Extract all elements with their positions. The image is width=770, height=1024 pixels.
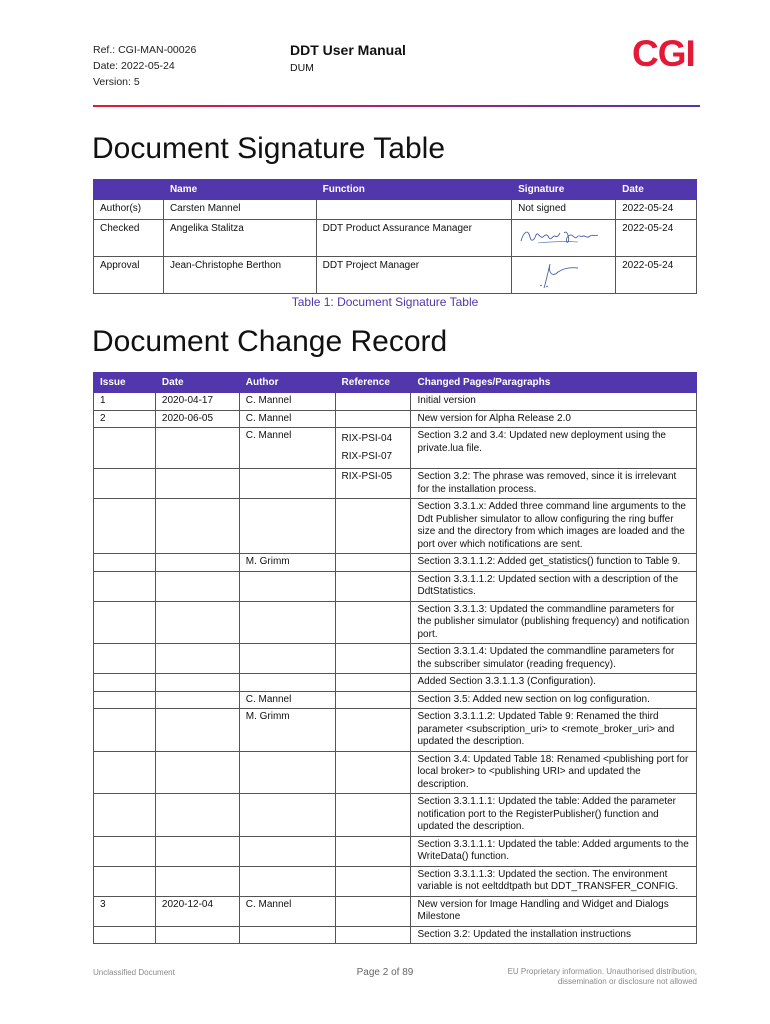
table-row	[94, 751, 697, 794]
date-cell	[155, 428, 239, 469]
reference-cell	[335, 674, 411, 692]
author-cell: C. Mannel	[239, 410, 335, 428]
reference-cell	[335, 691, 411, 709]
date-cell	[155, 709, 239, 752]
table-row	[94, 428, 697, 469]
author-cell: C. Mannel	[239, 428, 335, 469]
name-cell: Angelika Stalitza	[163, 220, 316, 257]
reference-cell	[335, 393, 411, 411]
table-row	[94, 200, 697, 220]
reference-value: RIX-PSI-07	[341, 451, 393, 462]
column-header: Name	[163, 180, 316, 200]
table-row	[94, 410, 697, 428]
date-cell	[155, 644, 239, 674]
date-cell	[155, 794, 239, 837]
column-header: Reference	[335, 373, 411, 393]
author-cell	[239, 866, 335, 896]
issue-cell	[94, 709, 156, 752]
change-cell: Section 3.2: Updated the installation instructions	[411, 926, 697, 944]
table-row	[94, 691, 697, 709]
signature-table	[93, 179, 697, 294]
author-cell	[239, 836, 335, 866]
date-cell: 2020-04-17	[155, 393, 239, 411]
function-cell: DDT Product Assurance Manager	[316, 220, 512, 257]
role-cell: Checked	[94, 220, 164, 257]
issue-cell	[94, 499, 156, 554]
document-title-box	[290, 42, 406, 76]
table-row	[94, 896, 697, 926]
footer-notice-line: dissemination or disclosure not allowed	[557, 977, 697, 986]
table-row	[94, 220, 697, 257]
function-cell: DDT Project Manager	[316, 257, 512, 294]
signature-cell	[512, 220, 616, 257]
name-cell: Jean-Christophe Berthon	[163, 257, 316, 294]
date-cell: 2020-06-05	[155, 410, 239, 428]
change-cell: Section 3.2 and 3.4: Updated new deployment using the private.lua file.	[411, 428, 697, 469]
date-cell	[155, 571, 239, 601]
table-row	[94, 644, 697, 674]
change-table-header	[94, 373, 697, 393]
footer-proprietary-notice	[457, 967, 697, 987]
document-title: DDT User Manual	[290, 42, 406, 58]
reference-cell	[335, 644, 411, 674]
column-header: Date	[616, 180, 697, 200]
footer-notice-line: EU Proprietary information. Unauthorised distribution,	[507, 967, 697, 976]
change-record-table	[93, 372, 697, 944]
column-header: Author	[239, 373, 335, 393]
issue-cell	[94, 751, 156, 794]
change-cell: Section 3.5: Added new section on log configuration.	[411, 691, 697, 709]
reference-cell	[335, 866, 411, 896]
date-cell	[155, 691, 239, 709]
signature-table-header	[94, 180, 697, 200]
table-row	[94, 926, 697, 944]
change-cell: Section 3.4: Updated Table 18: Renamed <publishing port for local broker> to <publishing URI> and updated the description.	[411, 751, 697, 794]
change-cell: New version for Image Handling and Widget and Dialogs Milestone	[411, 896, 697, 926]
table-row	[94, 674, 697, 692]
header-meta	[93, 42, 196, 90]
reference-cell	[335, 709, 411, 752]
table-row	[94, 836, 697, 866]
date-cell	[155, 866, 239, 896]
issue-cell: 1	[94, 393, 156, 411]
date-cell: 2020-12-04	[155, 896, 239, 926]
table-row	[94, 709, 697, 752]
issue-cell: 3	[94, 896, 156, 926]
table-row	[94, 571, 697, 601]
date-cell	[155, 751, 239, 794]
table-row	[94, 794, 697, 837]
issue-cell	[94, 866, 156, 896]
signature-table-caption: Table 1: Document Signature Table	[291, 295, 479, 309]
column-header: Function	[316, 180, 512, 200]
issue-cell	[94, 836, 156, 866]
table-row	[94, 601, 697, 644]
author-cell: C. Mannel	[239, 393, 335, 411]
author-cell: M. Grimm	[239, 554, 335, 572]
author-cell: C. Mannel	[239, 691, 335, 709]
column-header: Changed Pages/Paragraphs	[411, 373, 697, 393]
column-header: Date	[155, 373, 239, 393]
date-cell	[155, 926, 239, 944]
change-cell: Section 3.3.1.1.3: Updated the section. The environment variable is not eeltddtpath but DDT_TRANSFER_CONFIG.	[411, 866, 697, 896]
column-header	[94, 180, 164, 200]
reference-cell	[335, 499, 411, 554]
column-header: Issue	[94, 373, 156, 393]
table-row	[94, 393, 697, 411]
reference-cell	[335, 926, 411, 944]
reference-cell	[335, 410, 411, 428]
function-cell	[316, 200, 512, 220]
date-cell	[155, 601, 239, 644]
document-version: Version: 5	[93, 76, 140, 88]
date-cell: 2022-05-24	[616, 257, 697, 294]
issue-cell	[94, 601, 156, 644]
reference-cell	[335, 571, 411, 601]
header-divider	[93, 105, 700, 107]
change-cell: Section 3.3.1.3: Updated the commandline parameters for the publisher simulator (publishing frequency) and notification port.	[411, 601, 697, 644]
author-cell: M. Grimm	[239, 709, 335, 752]
table-row	[94, 554, 697, 572]
change-cell: Section 3.3.1.1.2: Updated section with a description of the DdtStatistics.	[411, 571, 697, 601]
table-row	[94, 866, 697, 896]
author-cell	[239, 644, 335, 674]
reference-cell	[335, 601, 411, 644]
author-cell	[239, 499, 335, 554]
change-cell: Section 3.3.1.1.2: Added get_statistics() function to Table 9.	[411, 554, 697, 572]
change-record-heading: Document Change Record	[92, 325, 448, 358]
change-cell: Section 3.3.1.1.1: Updated the table: Added the parameter notification port to the RegisterPublisher() function and updated the description.	[411, 794, 697, 837]
issue-cell	[94, 926, 156, 944]
column-header: Signature	[512, 180, 616, 200]
footer-page-number: Page 2 of 89	[356, 967, 414, 978]
issue-cell	[94, 794, 156, 837]
change-cell: Section 3.3.1.1.2: Updated Table 9: Renamed the third parameter <subscription_uri> to <remote_broker_uri> and updated the description.	[411, 709, 697, 752]
change-cell: New version for Alpha Release 2.0	[411, 410, 697, 428]
change-cell: Section 3.3.1.x: Added three command line arguments to the Ddt Publisher simulator to allow configuring the ring buffer size and the directory from which images are loaded and the port over which notifications are sent.	[411, 499, 697, 554]
reference-cell	[335, 794, 411, 837]
reference-cell	[335, 836, 411, 866]
role-cell: Approval	[94, 257, 164, 294]
author-cell	[239, 469, 335, 499]
change-cell: Added Section 3.3.1.1.3 (Configuration).	[411, 674, 697, 692]
document-reference: Ref.: CGI-MAN-00026	[93, 44, 197, 56]
cgi-logo: CGI	[632, 33, 695, 74]
footer-classification: Unclassified Document	[93, 968, 175, 977]
date-cell: 2022-05-24	[616, 220, 697, 257]
reference-cell	[335, 751, 411, 794]
date-cell	[155, 836, 239, 866]
table-row	[94, 469, 697, 499]
date-cell	[155, 499, 239, 554]
change-cell: Section 3.3.1.4: Updated the commandline parameters for the subscriber simulator (reading frequency).	[411, 644, 697, 674]
author-cell	[239, 601, 335, 644]
author-cell: C. Mannel	[239, 896, 335, 926]
handwritten-signature-stalitza	[518, 223, 604, 249]
issue-cell	[94, 691, 156, 709]
issue-cell	[94, 571, 156, 601]
issue-cell	[94, 644, 156, 674]
reference-cell	[335, 896, 411, 926]
signature-cell	[512, 257, 616, 294]
document-subtitle: DUM	[290, 62, 314, 74]
reference-cell: RIX-PSI-05	[335, 469, 411, 499]
date-cell	[155, 674, 239, 692]
name-cell: Carsten Mannel	[163, 200, 316, 220]
date-cell	[155, 554, 239, 572]
reference-cell	[335, 428, 411, 469]
document-date: Date: 2022-05-24	[93, 60, 175, 72]
signature-table-heading: Document Signature Table	[92, 132, 445, 165]
date-cell: 2022-05-24	[616, 200, 697, 220]
date-cell	[155, 469, 239, 499]
issue-cell	[94, 554, 156, 572]
table-row	[94, 499, 697, 554]
issue-cell	[94, 428, 156, 469]
issue-cell	[94, 469, 156, 499]
author-cell	[239, 751, 335, 794]
signature-cell: Not signed	[512, 200, 616, 220]
author-cell	[239, 794, 335, 837]
author-cell	[239, 926, 335, 944]
change-cell: Section 3.2: The phrase was removed, since it is irrelevant for the installation process.	[411, 469, 697, 499]
role-cell: Author(s)	[94, 200, 164, 220]
author-cell	[239, 571, 335, 601]
handwritten-signature-berthon	[518, 260, 604, 290]
table-row	[94, 257, 697, 294]
issue-cell: 2	[94, 410, 156, 428]
reference-cell	[335, 554, 411, 572]
change-cell: Initial version	[411, 393, 697, 411]
change-cell: Section 3.3.1.1.1: Updated the table: Added arguments to the WriteData() function.	[411, 836, 697, 866]
reference-value: RIX-PSI-04	[341, 433, 393, 444]
author-cell	[239, 674, 335, 692]
issue-cell	[94, 674, 156, 692]
